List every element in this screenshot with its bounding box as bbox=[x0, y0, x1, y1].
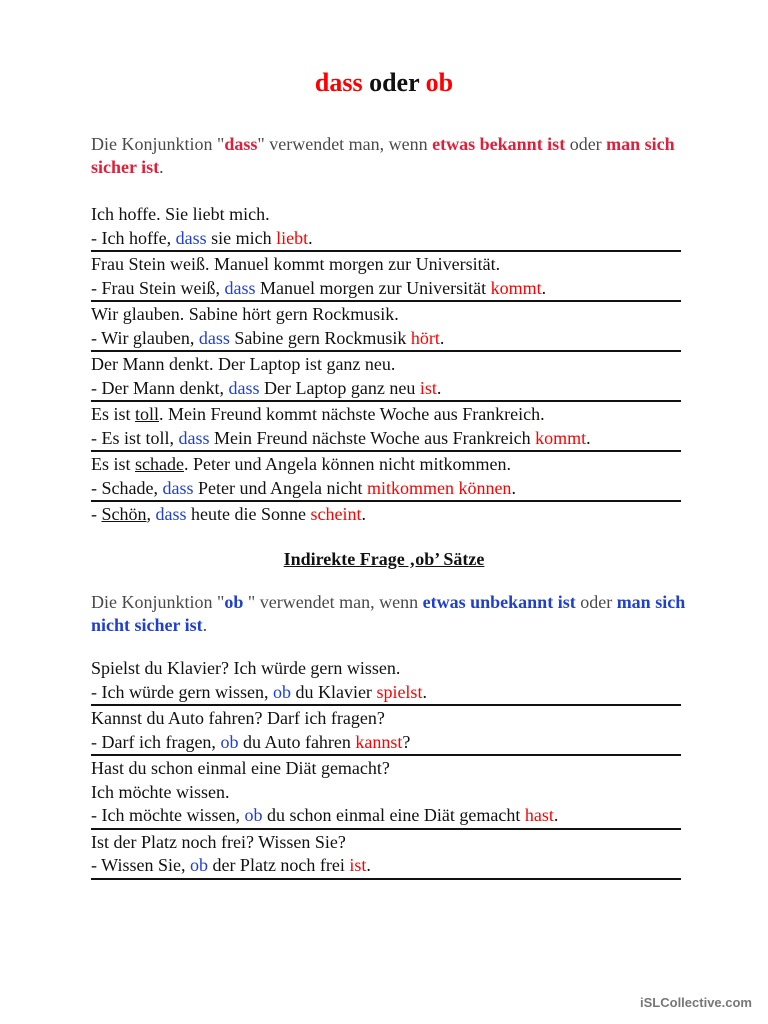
conjunction: ob bbox=[272, 681, 291, 702]
ob-exercise-list bbox=[91, 656, 681, 880]
answer-sentence: - Schade, dass Peter und Angela nicht mitkommen können. bbox=[91, 477, 516, 498]
answer-sentence: - Ich möchte wissen, ob du schon einmal eine Diät gemacht hast. bbox=[91, 805, 559, 825]
answer-sentence: - Wir glauben, dass Sabine gern Rockmusik hört. bbox=[91, 327, 445, 348]
source-sentence: Ich hoffe. Sie liebt mich. bbox=[91, 204, 270, 224]
title-oder: oder bbox=[362, 68, 426, 97]
exercise-row bbox=[91, 452, 681, 502]
verb: kommt bbox=[535, 427, 587, 448]
intro-ob bbox=[91, 591, 691, 637]
section-subtitle: Indirekte Frage ‚ob’ Sätze bbox=[283, 549, 485, 569]
exercise-row bbox=[91, 402, 681, 452]
answer-sentence: - Wissen Sie, ob der Platz noch frei ist. bbox=[91, 855, 371, 875]
intro-keyword: ob bbox=[224, 592, 248, 612]
adjective: toll bbox=[135, 404, 160, 424]
conjunction: ob bbox=[244, 805, 263, 825]
title-dass: dass bbox=[314, 68, 363, 97]
intro-text: " verwendet man, wenn bbox=[247, 592, 423, 612]
intro-dass bbox=[91, 133, 691, 179]
intro-text: Die Konjunktion " bbox=[91, 592, 225, 612]
source-sentence: Der Mann denkt. Der Laptop ist ganz neu. bbox=[91, 354, 396, 374]
verb: hört bbox=[410, 327, 440, 348]
conjunction: dass bbox=[224, 277, 256, 298]
exercise-row bbox=[91, 756, 681, 830]
verb: liebt bbox=[276, 227, 309, 248]
intro-highlight: etwas unbekannt ist bbox=[422, 592, 576, 612]
source-sentence: Kannst du Auto fahren? Darf ich fragen? bbox=[91, 708, 385, 728]
verb: spielst bbox=[376, 681, 423, 702]
intro-highlight: man sich sicher ist bbox=[91, 134, 675, 177]
source-sentence: Frau Stein weiß. Manuel kommt morgen zur Universität. bbox=[91, 254, 501, 274]
answer-sentence: - Ich hoffe, dass sie mich liebt. bbox=[91, 227, 313, 248]
source-sentence: Spielst du Klavier? Ich würde gern wissen. bbox=[91, 658, 401, 678]
exercise-row bbox=[91, 656, 681, 706]
intro-text: oder bbox=[565, 134, 607, 154]
intro-text: " verwendet man, wenn bbox=[257, 134, 433, 154]
conjunction: dass bbox=[175, 227, 207, 248]
title-ob: ob bbox=[425, 68, 454, 97]
exercise-row bbox=[91, 252, 681, 302]
conjunction: dass bbox=[162, 477, 194, 498]
conjunction: ob bbox=[220, 731, 239, 752]
verb: scheint bbox=[310, 504, 362, 524]
answer-sentence: - Es ist toll, dass Mein Freund nächste Woche aus Frankreich kommt. bbox=[91, 427, 591, 448]
answer-sentence: - Ich würde gern wissen, ob du Klavier spielst. bbox=[91, 681, 427, 702]
answer-sentence: - Schön, dass heute die Sonne scheint. bbox=[91, 504, 366, 524]
answer-sentence: - Frau Stein weiß, dass Manuel morgen zur Universität kommt. bbox=[91, 277, 547, 298]
source-sentence: Wir glauben. Sabine hört gern Rockmusik. bbox=[91, 304, 399, 324]
verb: ist bbox=[349, 855, 367, 875]
intro-text: . bbox=[202, 615, 208, 635]
answer-sentence: - Der Mann denkt, dass Der Laptop ganz neu ist. bbox=[91, 377, 442, 398]
exercise-row bbox=[91, 202, 681, 252]
watermark: iSLCollective.com bbox=[640, 995, 752, 1010]
intro-highlight: man sich nicht sicher ist bbox=[91, 592, 686, 635]
adjective: Schön bbox=[101, 504, 147, 524]
verb: kommt bbox=[490, 277, 542, 298]
verb: ist bbox=[419, 377, 437, 398]
verb: mitkommen können bbox=[366, 477, 512, 498]
verb: kannst bbox=[355, 731, 403, 752]
exercise-row bbox=[91, 830, 681, 880]
conjunction: dass bbox=[155, 504, 187, 524]
exercise-row bbox=[91, 302, 681, 352]
conjunction: dass bbox=[228, 377, 260, 398]
page-title bbox=[0, 66, 768, 100]
dass-exercise-list bbox=[91, 202, 681, 527]
verb: hast bbox=[524, 805, 554, 825]
intro-text: Die Konjunktion " bbox=[91, 134, 225, 154]
intro-keyword: dass bbox=[224, 134, 258, 154]
source-sentence: Hast du schon einmal eine Diät gemacht? bbox=[91, 758, 390, 778]
exercise-row bbox=[91, 706, 681, 756]
exercise-row bbox=[91, 502, 681, 527]
answer-sentence: - Darf ich fragen, ob du Auto fahren kannst? bbox=[91, 731, 411, 752]
conjunction: dass bbox=[198, 327, 230, 348]
source-sentence: Ist der Platz noch frei? Wissen Sie? bbox=[91, 831, 346, 852]
conjunction: ob bbox=[189, 855, 208, 875]
intro-highlight: etwas bekannt ist bbox=[432, 134, 566, 154]
source-sentence: Ich möchte wissen. bbox=[91, 781, 230, 802]
adjective: schade bbox=[135, 454, 184, 474]
source-sentence: Es ist toll. Mein Freund kommt nächste Woche aus Frankreich. bbox=[91, 404, 545, 424]
source-sentence: Es ist schade. Peter und Angela können nicht mitkommen. bbox=[91, 454, 511, 474]
exercise-row bbox=[91, 352, 681, 402]
intro-text: . bbox=[159, 157, 164, 177]
conjunction: dass bbox=[178, 427, 210, 448]
intro-text: oder bbox=[575, 592, 617, 612]
